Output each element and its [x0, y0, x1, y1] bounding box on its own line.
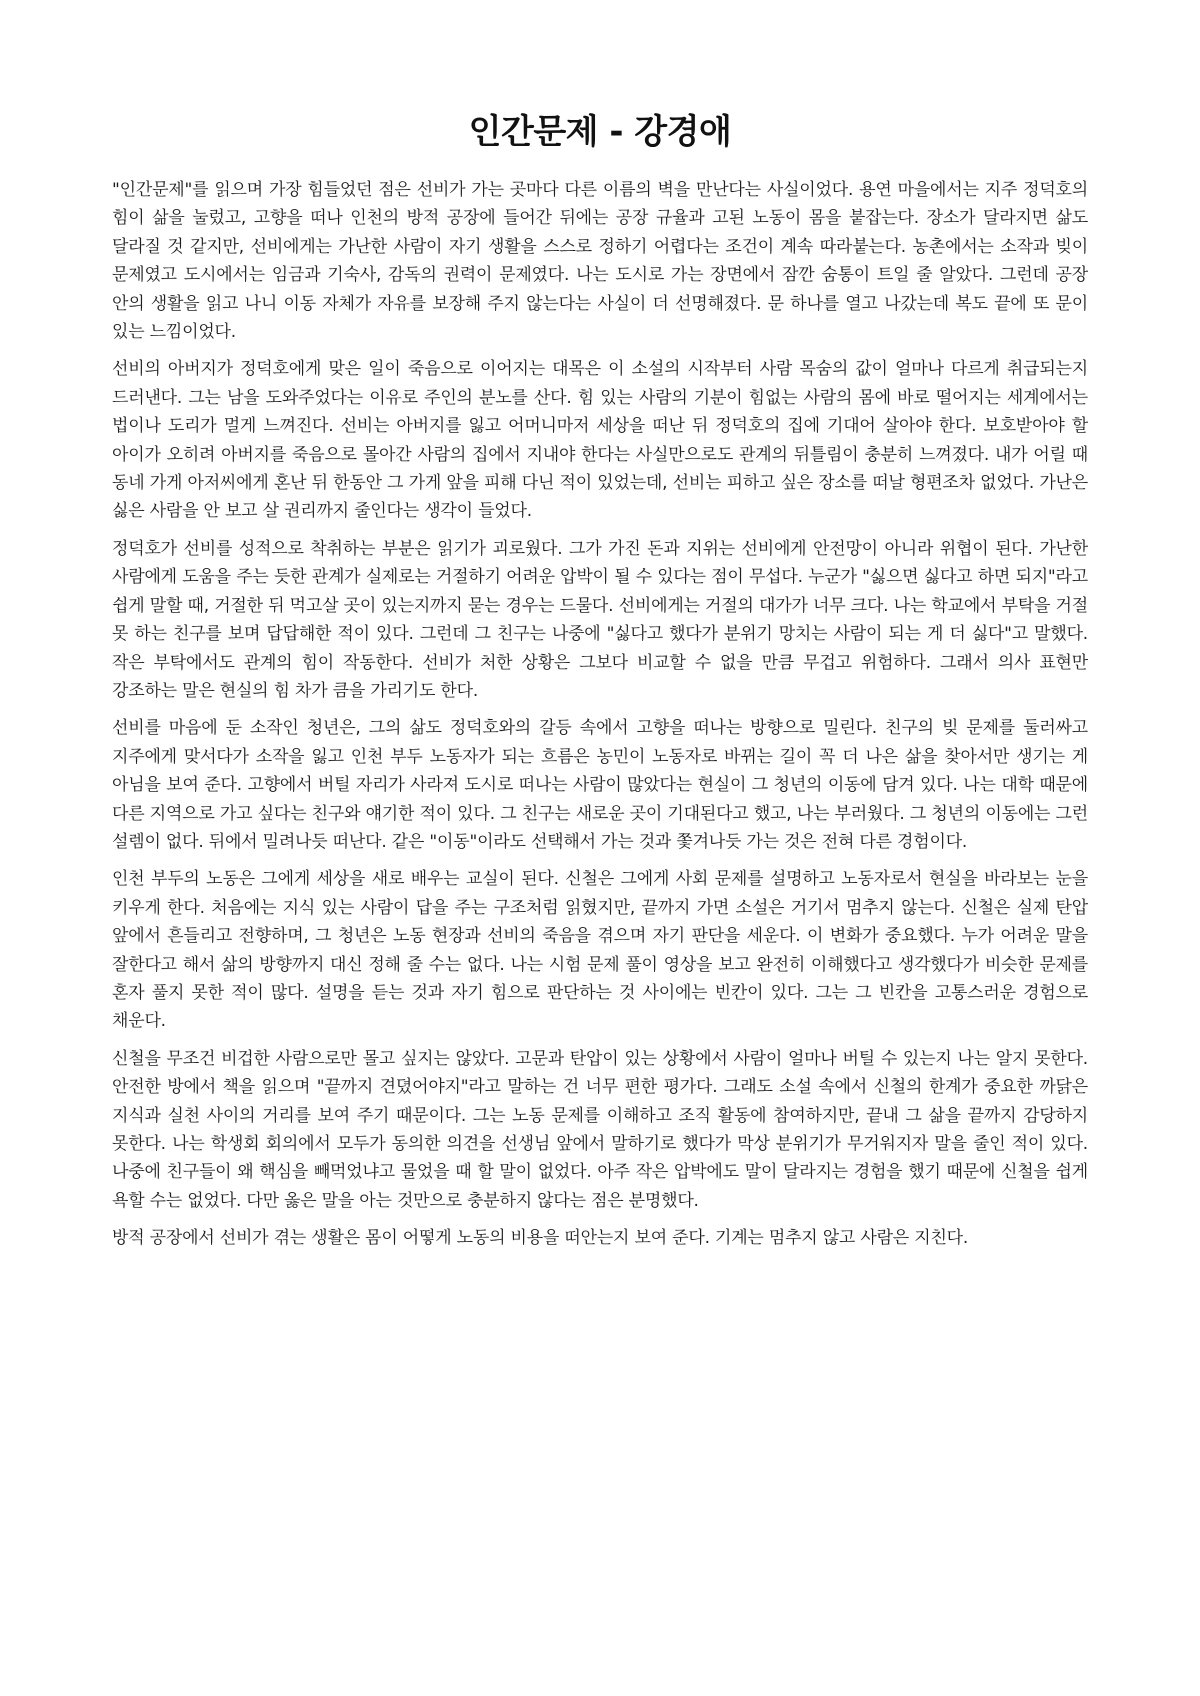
paragraph: 신철을 무조건 비겁한 사람으로만 몰고 싶지는 않았다. 고문과 탄압이 있는 상황에서 사람이 얼마나 버틸 수 있는지 나는 알지 못한다. 안전한 방에서 책을 읽으며 "끝까지 견뎠어야지"라고 말하는 건 너무 편한 평가다. 그래도 소설 속에서 신철의 한계가 중요한 까닭은 지식과 실천 사이의 거리를 보여 주기 때문이다. 그는 노동 문제를 이해하고 조직 활동에 참여하지만, 끝내 그 삶을 끝까지 감당하지 못한다. 나는 학생회 회의에서 모두가 동의한 의견을 선생님 앞에서 말하기로 했다가 막상 분위기가 무거워지자 말을 줄인 적이 있다. 나중에 친구들이 왜 핵심을 빼먹었냐고 물었을 때 할 말이 없었다. 아주 작은 압박에도 말이 달라지는 경험을 했기 때문에 신철을 쉽게 욕할 수는 없었다. 다만 옳은 말을 아는 것만으로 충분하지 않다는 점은 분명했다.: [112, 1048, 1088, 1211]
paragraph: 방적 공장에서 선비가 겪는 생활은 몸이 어떻게 노동의 비용을 떠안는지 보여 준다. 기계는 멈추지 않고 사람은 지친다.: [112, 1228, 969, 1249]
paragraph: 인천 부두의 노동은 그에게 세상을 새로 배우는 교실이 된다. 신철은 그에게 사회 문제를 설명하고 노동자로서 현실을 바라보는 눈을 키우게 한다. 처음에는 지식 있는 사람이 답을 주는 구조처럼 읽혔지만, 끝까지 가면 소설은 거기서 멈추지 않는다. 신철은 실제 탄압 앞에서 흔들리고 전향하며, 그 청년은 노동 현장과 선비의 죽음을 겪으며 자기 판단을 세운다. 이 변화가 중요했다. 누가 어려운 말을 잘한다고 해서 삶의 방향까지 대신 정해 줄 수는 없다. 나는 시험 문제 풀이 영상을 보고 완전히 이해했다고 생각했다가 비슷한 문제를 혼자 풀지 못한 적이 많다. 설명을 듣는 것과 자기 힘으로 판단하는 것 사이에는 빈칸이 있다. 그는 그 빈칸을 고통스러운 경험으로 채운다.: [112, 869, 1088, 1032]
paragraph: 선비의 아버지가 정덕호에게 맞은 일이 죽음으로 이어지는 대목은 이 소설의 시작부터 사람 목숨의 값이 얼마나 다르게 취급되는지 드러낸다. 그는 남을 도와주었다는 이유로 주인의 분노를 산다. 힘 있는 사람의 기분이 힘없는 사람의 몸에 바로 떨어지는 세계에서는 법이나 도리가 멀게 느껴진다. 선비는 아버지를 잃고 어머니마저 세상을 떠난 뒤 정덕호의 집에 기대어 살아야 한다. 보호받아야 할 아이가 오히려 아버지를 죽음으로 몰아간 사람의 집에서 지내야 한다는 사실만으로도 관계의 뒤틀림이 충분히 느껴졌다. 내가 어릴 때 동네 가게 아저씨에게 혼난 뒤 한동안 그 가게 앞을 피해 다닌 적이 있었는데, 선비는 피하고 싶은 장소를 떠날 형편조차 없었다. 가난은 싫은 사람을 안 보고 살 권리까지 줄인다는 생각이 들었다.: [112, 359, 1088, 522]
document-page: [112, 108, 1088, 1262]
document-title: 인간문제 - 강경애: [468, 112, 732, 152]
paragraph: 선비를 마음에 둔 소작인 청년은, 그의 삶도 정덕호와의 갈등 속에서 고향을 떠나는 방향으로 밀린다. 친구의 빚 문제를 둘러싸고 지주에게 맞서다가 소작을 잃고 인천 부두 노동자가 되는 흐름은 농민이 노동자로 바뀌는 길이 꼭 더 나은 삶을 찾아서만 생기는 게 아님을 보여 준다. 고향에서 버틸 자리가 사라져 도시로 떠나는 사람이 많았다는 현실이 그 청년의 이동에 담겨 있다. 나는 대학 때문에 다른 지역으로 가고 싶다는 친구와 얘기한 적이 있다. 그 친구는 새로운 곳이 기대된다고 했고, 나는 부러웠다. 그 청년의 이동에는 그런 설렘이 없다. 뒤에서 밀려나듯 떠난다. 같은 "이동"이라도 선택해서 가는 것과 쫓겨나듯 가는 것은 전혀 다른 경험이다.: [112, 718, 1088, 852]
paragraph: "인간문제"를 읽으며 가장 힘들었던 점은 선비가 가는 곳마다 다른 이름의 벽을 만난다는 사실이었다. 용연 마을에서는 지주 정덕호의 힘이 삶을 눌렀고, 고향을 떠나 인천의 방적 공장에 들어간 뒤에는 공장 규율과 고된 노동이 몸을 붙잡는다. 장소가 달라지면 삶도 달라질 것 같지만, 선비에게는 가난한 사람이 자기 생활을 스스로 정하기 어렵다는 조건이 계속 따라붙는다. 농촌에서는 소작과 빚이 문제였고 도시에서는 임금과 기숙사, 감독의 권력이 문제였다. 나는 도시로 가는 장면에서 잠깐 숨통이 트일 줄 알았다. 그런데 공장 안의 생활을 읽고 나니 이동 자체가 자유를 보장해 주지 않는다는 사실이 더 선명해졌다. 문 하나를 열고 나갔는데 복도 끝에 또 문이 있는 느낌이었다.: [112, 180, 1088, 343]
paragraph: 정덕호가 선비를 성적으로 착취하는 부분은 읽기가 괴로웠다. 그가 가진 돈과 지위는 선비에게 안전망이 아니라 위협이 된다. 가난한 사람에게 도움을 주는 듯한 관계가 실제로는 거절하기 어려운 압박이 될 수 있다는 점이 무섭다. 누군가 "싫으면 싫다고 하면 되지"라고 쉽게 말할 때, 거절한 뒤 먹고살 곳이 있는지까지 묻는 경우는 드물다. 선비에게는 거절의 대가가 너무 크다. 나는 학교에서 부탁을 거절 못 하는 친구를 보며 답답해한 적이 있다. 그런데 그 친구는 나중에 "싫다고 했다가 분위기 망치는 사람이 되는 게 더 싫다"고 말했다. 작은 부탁에서도 관계의 힘이 작동한다. 선비가 처한 상황은 그보다 비교할 수 없을 만큼 무겁고 위험하다. 그래서 의사 표현만 강조하는 말은 현실의 힘 차가 큼을 가리기도 한다.: [112, 538, 1088, 701]
